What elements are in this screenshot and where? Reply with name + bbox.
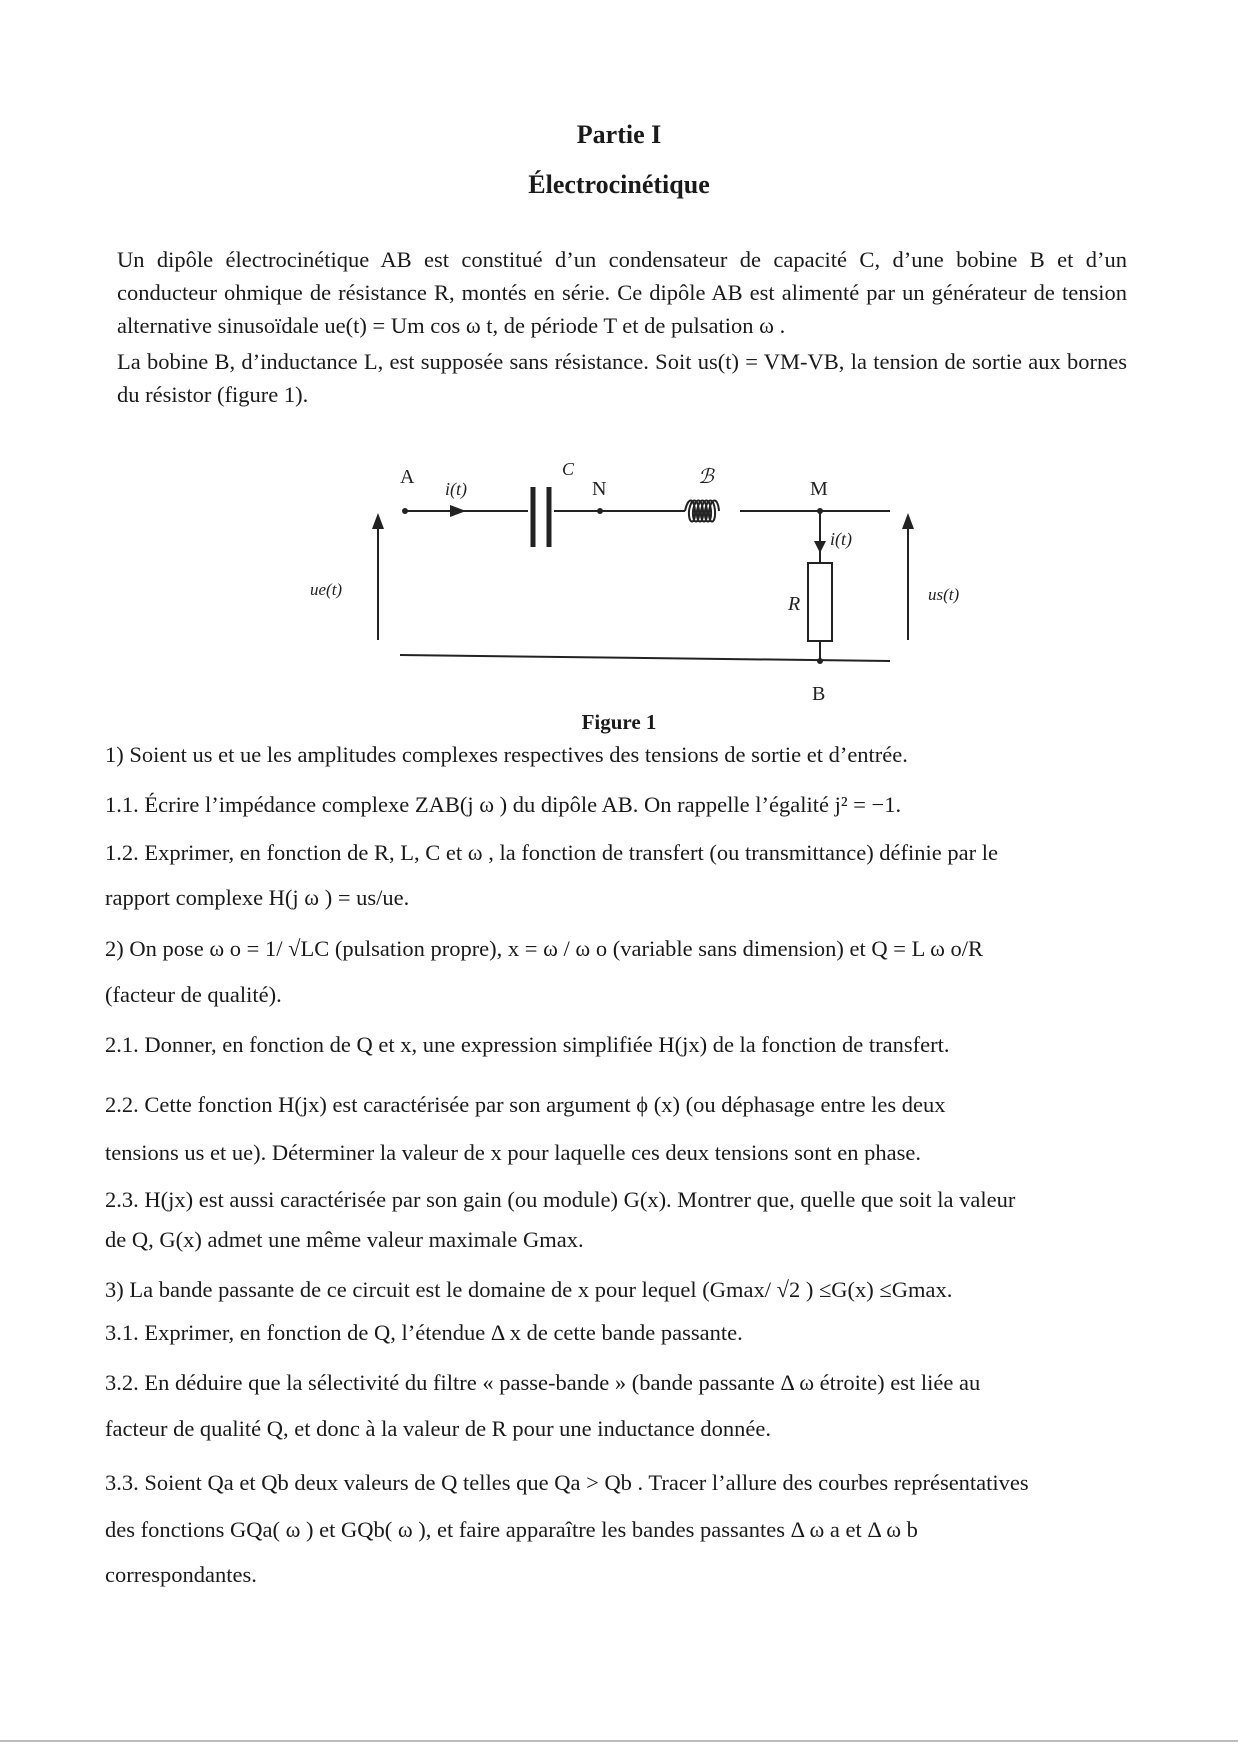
label-a: A: [400, 466, 415, 488]
label-current-top: i(t): [445, 479, 467, 499]
question-3: 3) La bande passante de ce circuit est le domaine de x pour lequel (Gmax/ √2 ) ≤G(x) ≤Gmax.: [105, 1277, 953, 1302]
question-3-2-cont: facteur de qualité Q, et donc à la valeur de R pour une inductance donnée.: [105, 1416, 771, 1441]
current-arrow-right: [814, 541, 826, 553]
question-3-3: 3.3. Soient Qa et Qb deux valeurs de Q telles que Qa > Qb . Tracer l’allure des courbes représentatives: [105, 1470, 1029, 1495]
ue-arrowhead: [372, 513, 384, 529]
question-2-2: 2.2. Cette fonction H(jx) est caractérisée par son argument ϕ (x) (ou déphasage entre les deux: [105, 1092, 946, 1117]
label-us: us(t): [928, 585, 960, 604]
label-ue: ue(t): [310, 580, 343, 599]
question-1: 1) Soient us et ue les amplitudes complexes respectives des tensions de sortie et d’entrée.: [105, 742, 908, 767]
label-b: B: [812, 683, 826, 705]
resistor: [808, 563, 832, 641]
label-c: C: [562, 459, 575, 479]
question-2-1: 2.1. Donner, en fonction de Q et x, une expression simplifiée H(jx) de la fonction de transfert.: [105, 1032, 950, 1057]
question-2: 2) On pose ω o = 1/ √LC (pulsation propre), x = ω / ω o (variable sans dimension) et Q = L ω o/R: [105, 936, 984, 961]
question-2-3: 2.3. H(jx) est aussi caractérisée par son gain (ou module) G(x). Montrer que, quelle que soit la valeur: [105, 1187, 1016, 1212]
node-a: [402, 508, 408, 514]
intro-paragraph-2: La bobine B, d’inductance L, est supposée sans résistance. Soit us(t) = VM-VB, la tension de sortie aux bornes du résistor (figure 1).: [117, 349, 1127, 407]
wire-bottom: [400, 655, 890, 661]
us-arrowhead: [902, 513, 914, 529]
inductor-coil: [685, 501, 719, 522]
question-1-2-cont: rapport complexe H(j ω ) = us/ue.: [105, 885, 410, 910]
question-3-2: 3.2. En déduire que la sélectivité du filtre « passe-bande » (bande passante Δ ω étroite) est liée au: [105, 1370, 981, 1395]
label-n: N: [592, 478, 607, 500]
current-arrow-top: [450, 505, 466, 517]
intro-paragraph-1: Un dipôle électrocinétique AB est constitué d’un condensateur de capacité C, d’une bobine B et d’un conducteur ohmique de résistance R, montés en série. Ce dipôle AB est alimenté par un générateur de tension alternative sinusoïdale ue(t) = Um cos ω t, de période T et de pulsation ω .: [117, 247, 1127, 338]
node-m: [817, 508, 823, 514]
question-3-3-end: correspondantes.: [105, 1562, 257, 1587]
question-2-3-cont: de Q, G(x) admet une même valeur maximale Gmax.: [105, 1227, 584, 1252]
label-r: R: [788, 593, 801, 615]
circuit-diagram: [300, 455, 980, 705]
node-n: [597, 508, 603, 514]
label-current-right: i(t): [830, 529, 852, 549]
label-coil: ℬ: [698, 466, 714, 488]
question-3-1: 3.1. Exprimer, en fonction de Q, l’étendue Δ x de cette bande passante.: [105, 1320, 743, 1345]
part-title: Partie I: [576, 120, 662, 149]
section-title: Électrocinétique: [528, 170, 710, 199]
node-b: [817, 658, 823, 664]
question-1-1: 1.1. Écrire l’impédance complexe ZAB(j ω ) du dipôle AB. On rappelle l’égalité j² = −1.: [105, 792, 902, 817]
label-m: M: [810, 478, 828, 500]
bottom-scan-edge: [0, 1740, 1238, 1742]
question-3-3-cont: des fonctions GQa( ω ) et GQb( ω ), et faire apparaître les bandes passantes Δ ω a et Δ ω b: [105, 1517, 918, 1542]
question-1-2: 1.2. Exprimer, en fonction de R, L, C et ω , la fonction de transfert (ou transmittance) définie par le: [105, 840, 998, 865]
figure-caption: Figure 1: [581, 710, 657, 734]
question-2-cont: (facteur de qualité).: [105, 982, 282, 1007]
question-2-2-cont: tensions us et ue). Déterminer la valeur de x pour laquelle ces deux tensions sont en phase.: [105, 1140, 922, 1165]
